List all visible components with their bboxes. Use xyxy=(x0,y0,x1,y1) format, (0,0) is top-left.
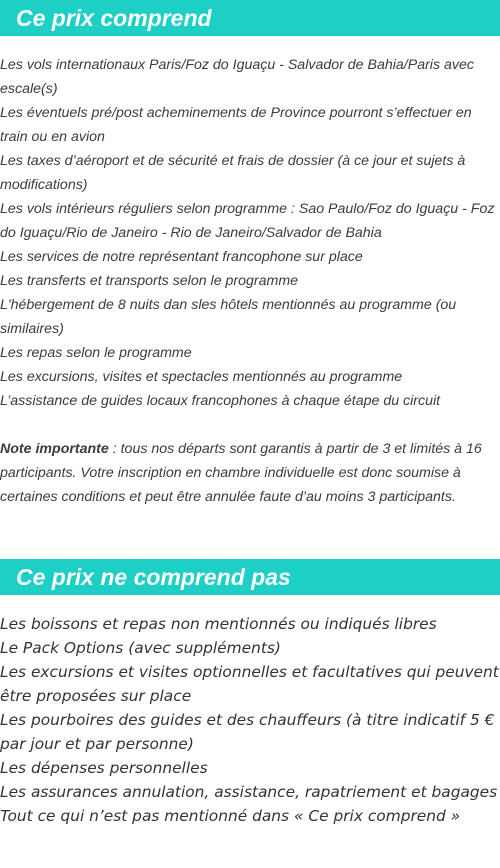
list-item: Les dépenses personnelles xyxy=(0,759,208,777)
list-item: Les excursions et visites optionnelles et facultatives qui peuvent être proposées sur place xyxy=(0,663,499,705)
list-item: Les services de notre représentant francophone sur place xyxy=(0,249,363,265)
list-item: Les assurances annulation, assistance, rapatriement et bagages xyxy=(0,783,498,801)
excluded-section xyxy=(0,559,500,828)
list-item: Tout ce qui n’est pas mentionné dans « Ce prix comprend » xyxy=(0,807,461,825)
list-item: Les vols internationaux Paris/Foz do Iguaçu - Salvador de Bahia/Paris avec escale(s) xyxy=(0,57,474,97)
list-item: Les transferts et transports selon le programme xyxy=(0,273,299,289)
list-item: Les taxes d’aéroport et de sécurité et frais de dossier (à ce jour et sujets à modifications) xyxy=(0,153,466,193)
included-header: Ce prix comprend xyxy=(0,0,500,36)
list-item: Les éventuels pré/post acheminements de Province pourront s’effectuer en train ou en avion xyxy=(0,105,472,145)
note-label: Note importante xyxy=(0,441,109,457)
note-text: : tous nos départs sont garantis à partir de 3 et limités à 16 participants. Votre inscription en chambre individuelle est donc soumise à certaines conditions et peut être annulée faute d’au moins 3 participants. xyxy=(0,441,482,505)
list-item: Les vols intérieurs réguliers selon programme : Sao Paulo/Foz do Iguaçu - Foz do Iguaçu/Rio de Janeiro - Rio de Janeiro/Salvador de Bahia xyxy=(0,201,495,241)
list-item: Le Pack Options (avec suppléments) xyxy=(0,639,281,657)
important-note xyxy=(0,437,500,509)
list-item: Les excursions, visites et spectacles mentionnés au programme xyxy=(0,369,403,385)
included-list xyxy=(0,53,500,413)
excluded-header: Ce prix ne comprend pas xyxy=(0,559,500,595)
list-item: Les boissons et repas non mentionnés ou indiqués libres xyxy=(0,615,437,633)
list-item: Les repas selon le programme xyxy=(0,345,192,361)
list-item: L'hébergement de 8 nuits dan sles hôtels mentionnés au programme (ou similaires) xyxy=(0,297,457,337)
list-item: L’assistance de guides locaux francophones à chaque étape du circuit xyxy=(0,393,441,409)
excluded-list xyxy=(0,612,500,828)
list-item: Les pourboires des guides et des chauffeurs (à titre indicatif 5 € par jour et par personne) xyxy=(0,711,495,753)
